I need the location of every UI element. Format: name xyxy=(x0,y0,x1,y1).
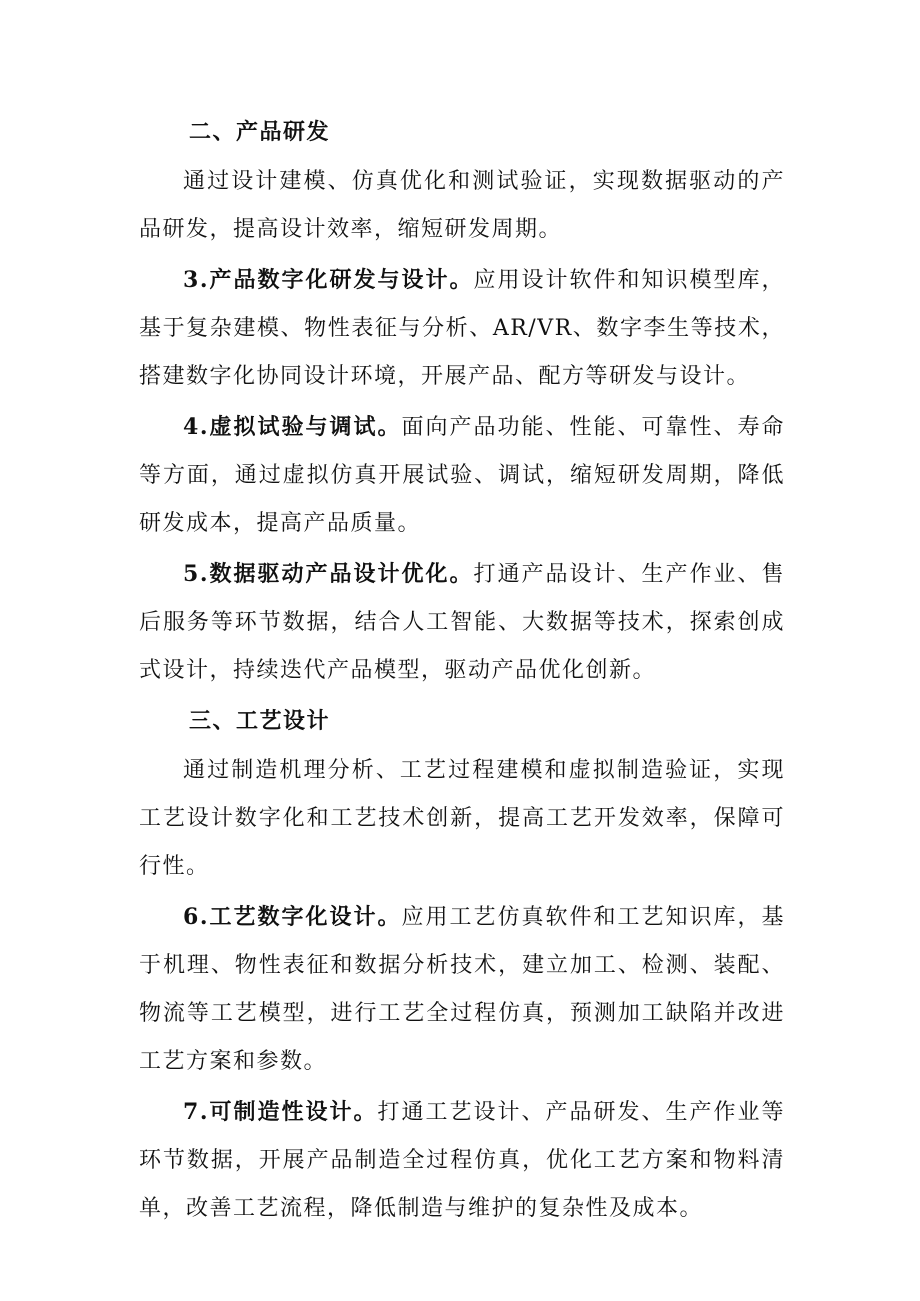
item-5-number: 5 xyxy=(183,561,200,587)
item-3-body: 应用设计软件和知识模型库，基于复杂建模、物性表征与分析、AR/VR、数字李生等技术，搭建数字化协同设计环境，开展产品、配方等研发与设计。 xyxy=(139,268,785,389)
item-4-paragraph xyxy=(139,403,785,548)
item-6-paragraph xyxy=(139,893,785,1086)
item-5-body: 打通产品设计、生产作业、售后服务等环节数据，结合人工智能、大数据等技术，探索创成式设计，持续迭代产品模型，驱动产品优化创新。 xyxy=(139,562,785,683)
item-4-number: 4 xyxy=(183,414,200,440)
section-intro-process-design: 通过制造机理分析、工艺过程建模和虚拟制造验证，实现工艺设计数字化和工艺技术创新，提高工艺开发效率，保障可行性。 xyxy=(139,758,785,879)
item-3-title: .产品数字化研发与设计。 xyxy=(199,267,474,293)
item-3-number: 3 xyxy=(183,267,200,293)
document-page xyxy=(139,108,785,1235)
item-5-title: .数据驱动产品设计优化。 xyxy=(199,561,474,587)
item-4-title: .虚拟试验与调试。 xyxy=(199,414,402,440)
item-5-paragraph xyxy=(139,550,785,695)
item-7-number: 7 xyxy=(183,1099,200,1125)
item-4-body: 面向产品功能、性能、可靠性、寿命等方面，通过虚拟仿真开展试验、调试，缩短研发周期，降低研发成本，提高产品质量。 xyxy=(139,415,785,536)
item-7-paragraph xyxy=(139,1088,785,1233)
item-3-paragraph xyxy=(139,256,785,401)
item-7-body: 打通工艺设计、产品研发、生产作业等环节数据，开展产品制造全过程仿真，优化工艺方案和物料清单，改善工艺流程，降低制造与维护的复杂性及成本。 xyxy=(139,1100,785,1221)
item-6-number: 6 xyxy=(183,904,200,930)
item-6-body: 应用工艺仿真软件和工艺知识库，基于机理、物性表征和数据分析技术，建立加工、检测、装配、物流等工艺模型，进行工艺全过程仿真，预测加工缺陷并改进工艺方案和参数。 xyxy=(139,905,785,1074)
item-7-title: .可制造性设计。 xyxy=(199,1099,378,1125)
item-6-title: .工艺数字化设计。 xyxy=(199,904,402,930)
section-heading-process-design: 三、工艺设计 xyxy=(189,708,331,734)
section-intro-product-rd: 通过设计建模、仿真优化和测试验证，实现数据驱动的产品研发，提高设计效率，缩短研发周期。 xyxy=(139,169,785,242)
section-heading-product-rd: 二、产品研发 xyxy=(189,119,331,145)
